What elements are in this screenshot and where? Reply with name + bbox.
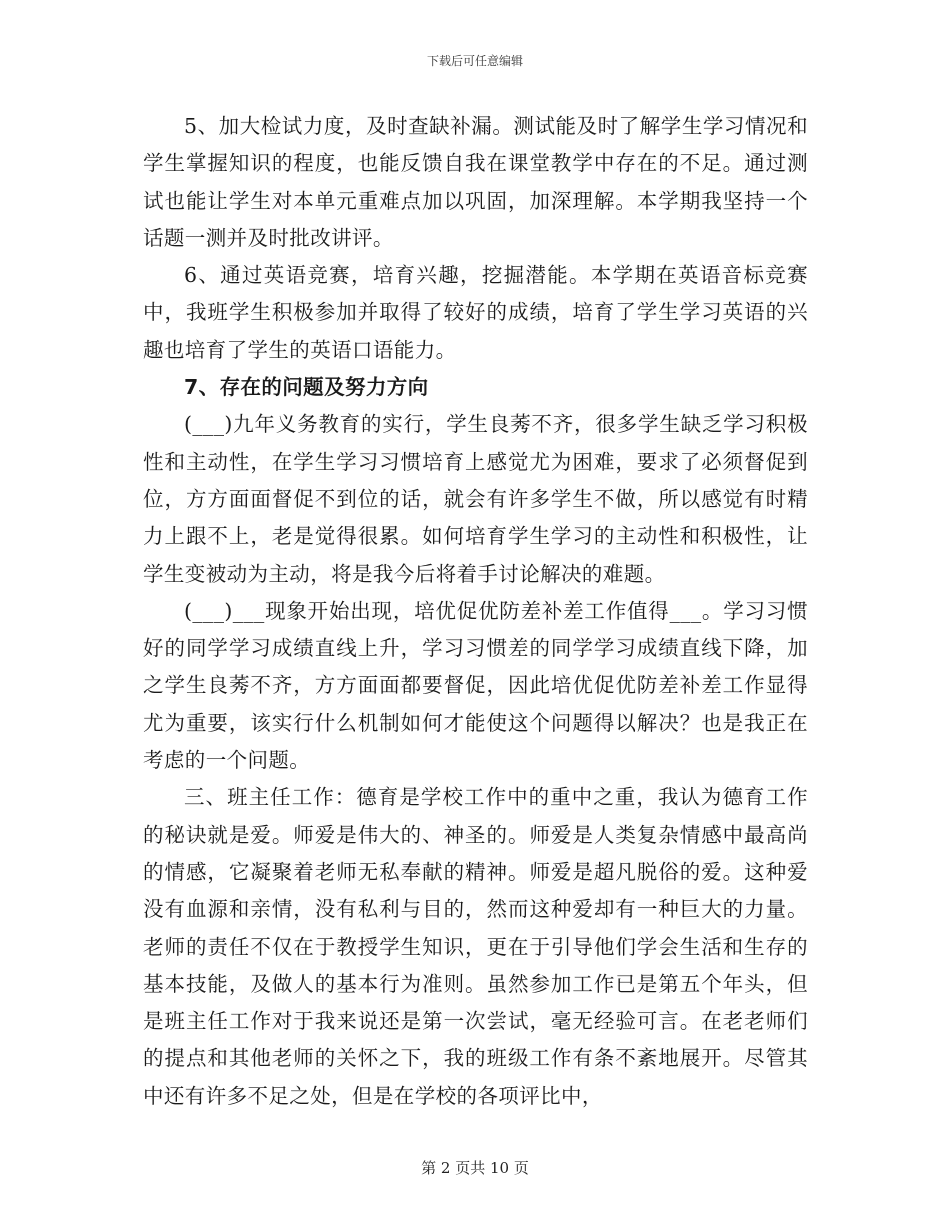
section-heading-problems: 7、存在的问题及努力方向 — [184, 375, 429, 400]
paragraph-problem-1: (___)九年义务教育的实行，学生良莠不齐，很多学生缺乏学习积极性和主动性，在学生学习习惯培育上感觉尤为困难，要求了必须督促到位，方方面面督促不到位的话，就会有许多学生不做，所以感觉有时精力上跟不上，老是觉得很累。如何培育学生学习的主动性和积极性，让学生变被动为主动，将是我今后将着手讨论解决的难题。 — [143, 412, 808, 586]
paragraph-class-teacher-work: 三、班主任工作：德育是学校工作中的重中之重，我认为德育工作的秘诀就是爱。师爱是伟大的、神圣的。师爱是人类复杂情感中最高尚的情感，它凝聚着老师无私奉献的精神。师爱是超凡脱俗的爱。这种爱没有血源和亲情，没有私利与目的，然而这种爱却有一种巨大的力量。老师的责任不仅在于教授学生知识，更在于引导他们学会生活和生存的基本技能，及做人的基本行为准则。虽然参加工作已是第五个年头，但是班主任工作对于我来说还是第一次尝试，毫无经验可言。在老老师们的提点和其他老师的关怀之下，我的班级工作有条不紊地展开。尽管其中还有许多不足之处，但是在学校的各项评比中， — [143, 785, 808, 1108]
paragraph-problem-2: (___)___现象开始出现，培优促优防差补差工作值得___。学习习惯好的同学学习成绩直线上升，学习习惯差的同学学习成绩直线下降，加之学生良莠不齐，方方面面都要督促，因此培优促优防差补差工作显得尤为重要，该实行什么机制如何才能使这个问题得以解决？也是我正在考虑的一个问题。 — [143, 598, 808, 773]
page-header: 下载后可任意编辑 — [426, 54, 523, 68]
paragraph-6-english-contest: 6、通过英语竞赛，培育兴趣，挖掘潜能。本学期在英语音标竞赛中，我班学生积极参加并取得了较好的成绩，培育了学生学习英语的兴趣也培育了学生的英语口语能力。 — [143, 263, 808, 362]
document-body — [143, 108, 808, 1115]
paragraph-5-testing: 5、加大检试力度，及时查缺补漏。测试能及时了解学生学习情况和学生掌握知识的程度，也能反馈自我在课堂教学中存在的不足。通过测试也能让学生对本单元重难点加以巩固，加深理解。本学期我坚持一个话题一测并及时批改讲评。 — [143, 114, 808, 250]
page-footer: 第 2 页共 10 页 — [421, 1159, 529, 1177]
